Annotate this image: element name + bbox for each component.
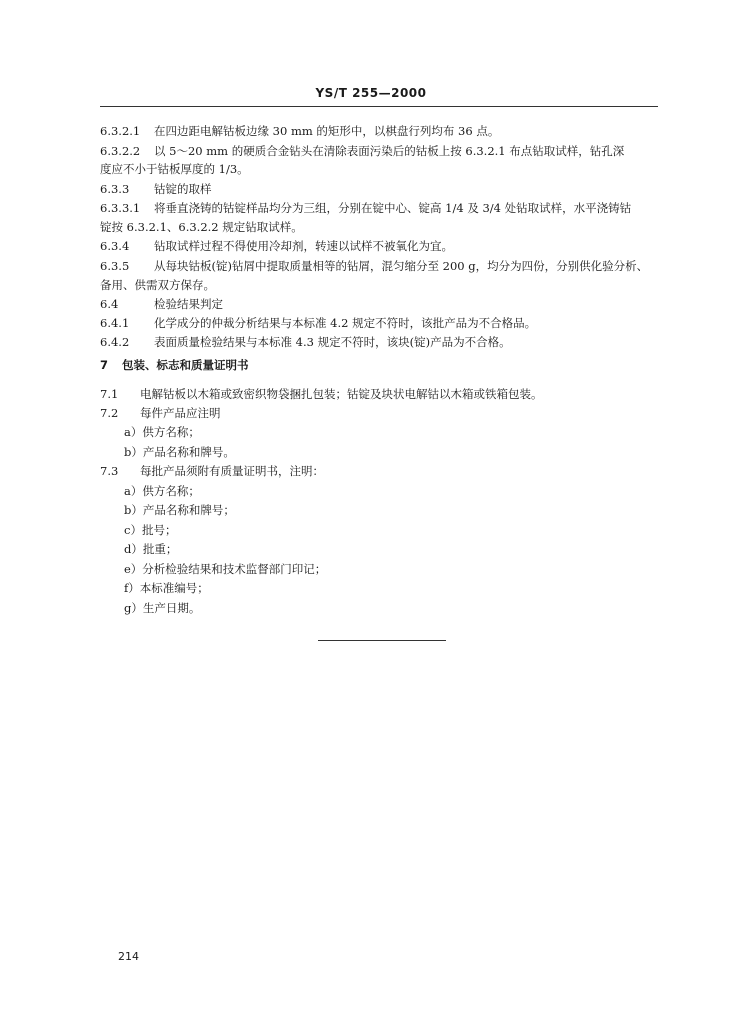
clause-number: 6.4 <box>100 297 119 311</box>
page-number: 214 <box>118 950 139 963</box>
section-line <box>124 581 209 595</box>
clause-number: 6.3.5 <box>100 259 130 273</box>
clause-number: 6.3.4 <box>100 239 130 253</box>
section-line <box>100 406 221 420</box>
clause-text: 每件产品应注明 <box>140 406 221 420</box>
clause-number: 7.3 <box>100 464 119 478</box>
section-line <box>124 425 200 439</box>
clause-text: a）供方名称； <box>124 425 200 439</box>
body-line <box>100 144 624 158</box>
body-line <box>100 220 303 234</box>
body-line <box>100 201 631 215</box>
body-line <box>100 239 453 253</box>
clause-text: 在四边距电解钴板边缘 30 mm 的矩形中，以棋盘行列均布 36 点。 <box>154 124 500 138</box>
clause-text: 表面质量检验结果与本标准 4.3 规定不符时，该块(锭)产品为不合格。 <box>154 335 511 349</box>
section-title: 包装、标志和质量证明书 <box>122 358 249 372</box>
clause-text: d）批重； <box>124 542 178 556</box>
clause-text: 从每块钴板(锭)钻屑中提取质量相等的钻屑，混匀缩分至 200 g，均分为四份，分别供化验分析、 <box>154 259 649 273</box>
end-rule <box>318 640 446 641</box>
clause-text: c）批号； <box>124 523 177 537</box>
section-line <box>124 484 200 498</box>
clause-text: b）产品名称和牌号； <box>124 503 235 517</box>
clause-text: 锭按 6.3.2.1、6.3.2.2 规定钻取试样。 <box>100 220 303 234</box>
clause-text: 化学成分的仲裁分析结果与本标准 4.2 规定不符时，该批产品为不合格品。 <box>154 316 537 330</box>
section-line <box>124 601 200 615</box>
clause-text: 以 5～20 mm 的硬质合金钻头在清除表面污染后的钴板上按 6.3.2.1 布点钻取试样，钻孔深 <box>154 144 625 158</box>
clause-text: e）分析检验结果和技术监督部门印记； <box>124 562 327 576</box>
clause-text: a）供方名称； <box>124 484 200 498</box>
section-number: 7 <box>100 358 109 372</box>
clause-text: 钻取试样过程不得使用冷却剂，转速以试样不被氧化为宜。 <box>154 239 453 253</box>
clause-text: 度应不小于钴板厚度的 1/3。 <box>100 162 249 176</box>
clause-text: 检验结果判定 <box>154 297 223 311</box>
section-line <box>124 445 235 459</box>
clause-number: 6.3.2.2 <box>100 144 141 158</box>
page-header: YS/T 255—2000 <box>315 86 427 100</box>
section-line <box>124 562 326 576</box>
body-line <box>100 124 499 138</box>
section-line <box>100 464 324 478</box>
clause-number: 6.4.2 <box>100 335 130 349</box>
clause-text: 钴锭的取样 <box>154 182 212 196</box>
clause-number: 6.3.3.1 <box>100 201 141 215</box>
clause-text: g）生产日期。 <box>124 601 201 615</box>
section-line <box>124 503 235 517</box>
body-line <box>100 182 212 196</box>
body-line <box>100 162 249 176</box>
clause-number: 7.2 <box>100 406 119 420</box>
body-line <box>100 316 536 330</box>
clause-text: 备用、供需双方保存。 <box>100 278 215 292</box>
body-line <box>100 278 215 292</box>
clause-number: 6.3.2.1 <box>100 124 141 138</box>
clause-text: f）本标准编号； <box>124 581 209 595</box>
clause-text: 每批产品须附有质量证明书，注明： <box>140 464 324 478</box>
section-line <box>124 542 177 556</box>
clause-text: b）产品名称和牌号。 <box>124 445 235 459</box>
clause-text: 将垂直浇铸的钴锭样品均分为三组，分别在锭中心、锭高 1/4 及 3/4 处钻取试样，水平浇铸钴 <box>154 201 632 215</box>
header-rule <box>100 106 658 107</box>
clause-number: 6.4.1 <box>100 316 130 330</box>
body-line <box>100 297 223 311</box>
clause-text: 电解钴板以木箱或致密织物袋捆扎包装；钴锭及块状电解钴以木箱或铁箱包装。 <box>140 387 543 401</box>
body-line <box>100 259 648 273</box>
section-heading <box>100 358 249 372</box>
clause-number: 6.3.3 <box>100 182 130 196</box>
clause-number: 7.1 <box>100 387 119 401</box>
section-line <box>124 523 176 537</box>
section-line <box>100 387 543 401</box>
body-line <box>100 335 511 349</box>
